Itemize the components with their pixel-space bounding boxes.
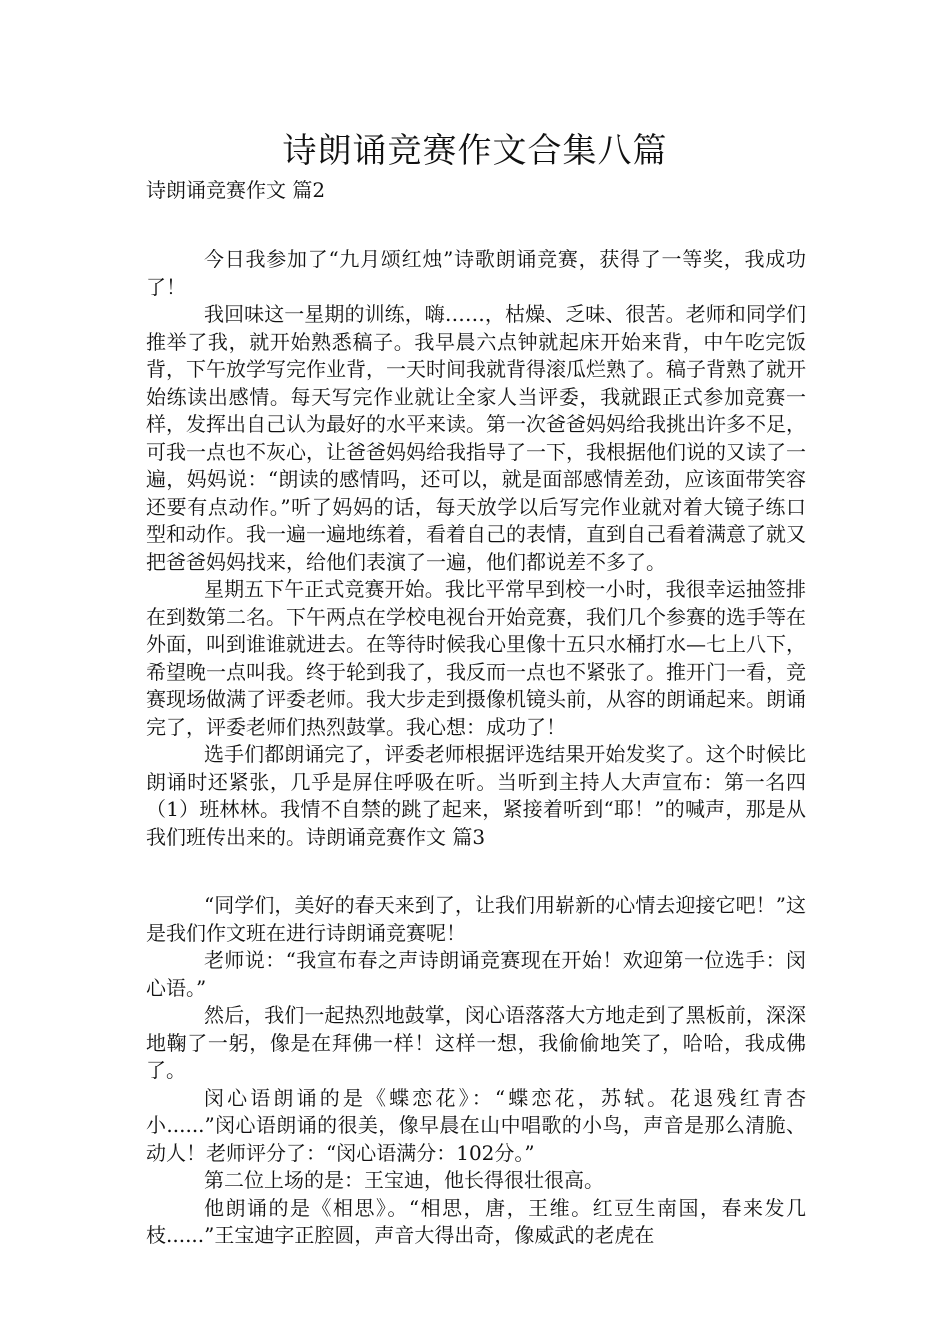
paragraph: 选手们都朗诵完了，评委老师根据评选结果开始发奖了。这个时候比朗诵时还紧张，几乎是屏住呼吸在听。当听到主持人大声宣布：第一名四（1）班林林。我情不自禁的跳了起来，紧接着听到“耶！”的喊声，那是从我们班传出来的。诗朗诵竞赛作文 篇3	[146, 742, 806, 849]
document-title: 诗朗诵竞赛作文合集八篇	[282, 131, 668, 171]
section-2-body	[146, 246, 806, 851]
section-subtitle: 诗朗诵竞赛作文 篇2	[146, 178, 326, 202]
paragraph: 闵心语朗诵的是《蝶恋花》：“蝶恋花，苏轼。花退残红青杏小......”闵心语朗诵的很美，像早晨在山中唱歌的小鸟，声音是那么清脆、动人！老师评分了：“闵心语满分：102分。”	[146, 1085, 806, 1165]
paragraph: 我回味这一星期的训练，嗨……，枯燥、乏味、很苦。老师和同学们推举了我，就开始熟悉稿子。我早晨六点钟就起床开始来背，中午吃完饭背，下午放学写完作业背，一天时间我就背得滚瓜烂熟了。稿子背熟了就开始练读出感情。每天写完作业就让全家人当评委，我就跟正式参加竞赛一样，发挥出自己认为最好的水平来读。第一次爸爸妈妈给我挑出许多不足，可我一点也不灰心，让爸爸妈妈给我指导了一下，我根据他们说的又读了一遍，妈妈说：“朗读的感情吗，还可以，就是面部感情差劲，应该面带笑容还要有点动作。”听了妈妈的话，每天放学以后写完作业就对着大镜子练口型和动作。我一遍一遍地练着，看着自己的表情，直到自己看着满意了就又把爸爸妈妈找来，给他们表演了一遍，他们都说差不多了。	[146, 302, 806, 574]
paragraph: 第二位上场的是：王宝迪，他长得很壮很高。	[204, 1168, 604, 1192]
paragraph: “同学们，美好的春天来到了，让我们用崭新的心情去迎接它吧！”这是我们作文班在进行诗朗诵竞赛呢！	[146, 893, 806, 945]
paragraph: 老师说：“我宣布春之声诗朗诵竞赛现在开始！欢迎第一位选手：闵心语。”	[146, 948, 806, 1000]
paragraph: 今日我参加了“九月颂红烛”诗歌朗诵竞赛，获得了一等奖，我成功了！	[146, 247, 806, 299]
paragraph: 星期五下午正式竞赛开始。我比平常早到校一小时，我很幸运抽签排在到数第二名。下午两点在学校电视台开始竞赛，我们几个参赛的选手等在外面，叫到谁谁就进去。在等待时候我心里像十五只水桶打水—七上八下，希望晚一点叫我。终于轮到我了，我反而一点也不紧张了。推开门一看，竞赛现场做满了评委老师。我大步走到摄像机镜头前，从容的朗诵起来。朗诵完了，评委老师们热烈鼓掌。我心想：成功了！	[146, 577, 806, 739]
paragraph: 然后，我们一起热烈地鼓掌，闵心语落落大方地走到了黑板前，深深地鞠了一躬，像是在拜佛一样！这样一想，我偷偷地笑了，哈哈，我成佛了。	[146, 1003, 806, 1082]
section-3-body	[146, 892, 806, 1250]
paragraph: 他朗诵的是《相思》。“相思，唐，王维。红豆生南国，春来发几枝......”王宝迪字正腔圆，声音大得出奇，像威武的老虎在	[146, 1195, 806, 1247]
